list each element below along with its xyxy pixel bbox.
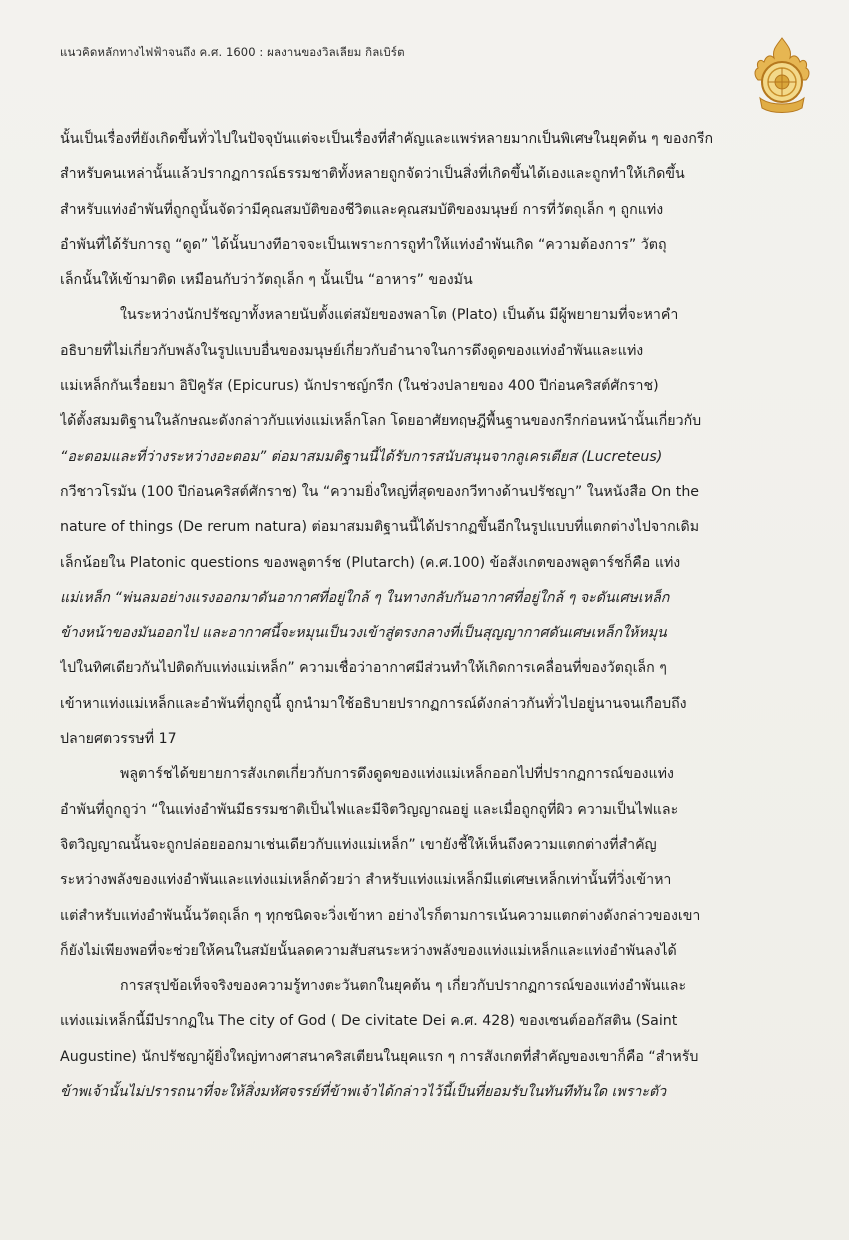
text-line: อำพันที่ถูกถูว่า “ในแท่งอำพันมีธรรมชาติเป็นไฟและมีจิตวิญญาณอยู่ และเมื่อถูกถูที่ผิว ความเป็นไฟและ: [60, 801, 679, 818]
paragraph-2: [60, 298, 808, 757]
text-line: แต่สำหรับแท่งอำพันนั้นวัตถุเล็ก ๆ ทุกชนิดจะวิ่งเข้าหา อย่างไรก็ตามการเน้นความแตกต่างดังกล่าวของเขา: [60, 907, 701, 924]
running-header: แนวคิดหลักทางไฟฟ้าจนถึง ค.ศ. 1600 : ผลงานของวิลเลียม กิลเบิร์ต: [60, 45, 405, 59]
text-line: ข้างหน้าของมันออกไป และอากาศนี้จะหมุนเป็นวงเข้าสู่ตรงกลางที่เป็นสุญญากาศดันเศษเหล็กให้หมุน: [60, 625, 667, 642]
text-line: ปลายศตวรรษที่ 17: [60, 731, 177, 748]
text-line: แท่งแม่เหล็กนี้มีปรากฏใน The city of God ( De civitate Dei ค.ศ. 428) ของเซนต์ออกัสติน (Saint: [60, 1013, 678, 1030]
text-line: สำหรับคนเหล่านั้นแล้วปรากฏการณ์ธรรมชาติทั้งหลายถูกจัดว่าเป็นสิ่งที่เกิดขึ้นได้เองและถูกทำให้เกิดขึ้น: [60, 166, 685, 183]
text-line: ก็ยังไม่เพียงพอที่จะช่วยให้คนในสมัยนั้นลดความสับสนระหว่างพลังของแท่งแม่เหล็กและแท่งอำพันลงได้: [60, 942, 677, 959]
text-line: อธิบายที่ไม่เกี่ยวกับพลังในรูปแบบอื่นของมนุษย์เกี่ยวกับอำนาจในการดึงดูดของแท่งอำพันและแท่ง: [60, 342, 644, 359]
text-line: กวีชาวโรมัน (100 ปีก่อนคริสต์ศักราช) ใน “ความยิ่งใหญ่ที่สุดของกวีทางด้านปรัชญา” ในหนังสือ On the: [60, 483, 700, 500]
text-line: การสรุปข้อเท็จจริงของความรู้ทางตะวันตกในยุคต้น ๆ เกี่ยวกับปรากฏการณ์ของแท่งอำพันและ: [120, 978, 687, 995]
paragraph-1: [60, 122, 808, 298]
text-line: ระหว่างพลังของแท่งอำพันและแท่งแม่เหล็กด้วยว่า สำหรับแท่งแม่เหล็กมีแต่เศษเหล็กเท่านั้นที่วิ่งเข้าหา: [60, 872, 672, 889]
text-line: ได้ตั้งสมมติฐานในลักษณะดังกล่าวกับแท่งแม่เหล็กโลก โดยอาศัยทฤษฎีพื้นฐานของกรีกก่อนหน้านั้นเกี่ยวกับ: [60, 413, 702, 430]
paragraph-3: [60, 757, 808, 969]
text-line: ไปในทิศเดียวกันไปติดกับแท่งแม่เหล็ก” ความเชื่อว่าอากาศมีส่วนทำให้เกิดการเคลื่อนที่ของวัตถุเล็ก ๆ: [60, 660, 667, 677]
text-line: แม่เหล็ก “พ่นลมอย่างแรงออกมาดันอากาศที่อยู่ใกล้ ๆ ในทางกลับกันอากาศที่อยู่ใกล้ ๆ จะดันเศษเหล็ก: [60, 589, 670, 606]
text-line: เล็กนั้นให้เข้ามาติด เหมือนกับว่าวัตถุเล็ก ๆ นั้นเป็น “อาหาร” ของมัน: [60, 272, 473, 289]
text-line: ในระหว่างนักปรัชญาทั้งหลายนับตั้งแต่สมัยของพลาโต (Plato) เป็นต้น มีผู้พยายามที่จะหาคำ: [120, 307, 679, 324]
text-line: แม่เหล็กกันเรื่อยมา อิปิคูรัส (Epicurus) นักปราชญ์กรีก (ในช่วงปลายของ 400 ปีก่อนคริสต์ศักราช): [60, 378, 659, 395]
text-line: อำพันที่ได้รับการถู “ดูด” ได้นั้นบางทีอาจจะเป็นเพราะการถูทำให้แท่งอำพันเกิด “ความต้องการ” วัตถุ: [60, 236, 667, 253]
body-text: [60, 122, 808, 1110]
text-line: ข้าพเจ้านั้นไม่ปรารถนาที่จะให้สิ่งมหัศจรรย์ที่ข้าพเจ้าได้กล่าวไว้นี้เป็นที่ยอมรับในทันทีทันใด เพราะตัว: [60, 1084, 667, 1101]
text-line: สำหรับแท่งอำพันที่ถูกถูนั้นจัดว่ามีคุณสมบัติของชีวิตและคุณสมบัติของมนุษย์ การที่วัตถุเล็ก ๆ ถูกแท่ง: [60, 201, 664, 218]
text-line: nature of things (De rerum natura) ต่อมาสมมติฐานนี้ได้ปรากฏขึ้นอีกในรูปแบบที่แตกต่างไปจากเดิม: [60, 519, 700, 536]
text-line: “อะตอมและที่ว่างระหว่างอะตอม” ต่อมาสมมติฐานนี้ได้รับการสนับสนุนจากลูเครเตียส (Lucreteus): [60, 448, 663, 465]
text-line: จิตวิญญาณนั้นจะถูกปล่อยออกมาเช่นเดียวกับแท่งแม่เหล็ก” เขายังชี้ให้เห็นถึงความแตกต่างที่สำคัญ: [60, 836, 657, 853]
text-line: พลูตาร์ชได้ขยายการสังเกตเกี่ยวกับการดึงดูดของแท่งแม่เหล็กออกไปที่ปรากฏการณ์ของแท่ง: [120, 766, 674, 783]
institution-seal-icon: [752, 36, 812, 114]
text-line: Augustine) นักปรัชญาผู้ยิ่งใหญ่ทางศาสนาคริสเตียนในยุคแรก ๆ การสังเกตที่สำคัญของเขาก็คือ “สำหรับ: [60, 1048, 699, 1065]
text-line: เข้าหาแท่งแม่เหล็กและอำพันที่ถูกถูนี้ ถูกนำมาใช้อธิบายปรากฏการณ์ดังกล่าวกันทั่วไปอยู่นานจนเกือบถึง: [60, 695, 687, 712]
text-line: เล็กน้อยใน Platonic questions ของพลูตาร์ช (Plutarch) (ค.ศ.100) ข้อสังเกตของพลูตาร์ชก็คือ แท่ง: [60, 554, 681, 571]
paragraph-4: [60, 969, 808, 1110]
text-line: นั้นเป็นเรื่องที่ยังเกิดขึ้นทั่วไปในปัจจุบันแต่จะเป็นเรื่องที่สำคัญและแพร่หลายมากเป็นพิเศษในยุคต้น ๆ ของกรีก: [60, 131, 714, 147]
